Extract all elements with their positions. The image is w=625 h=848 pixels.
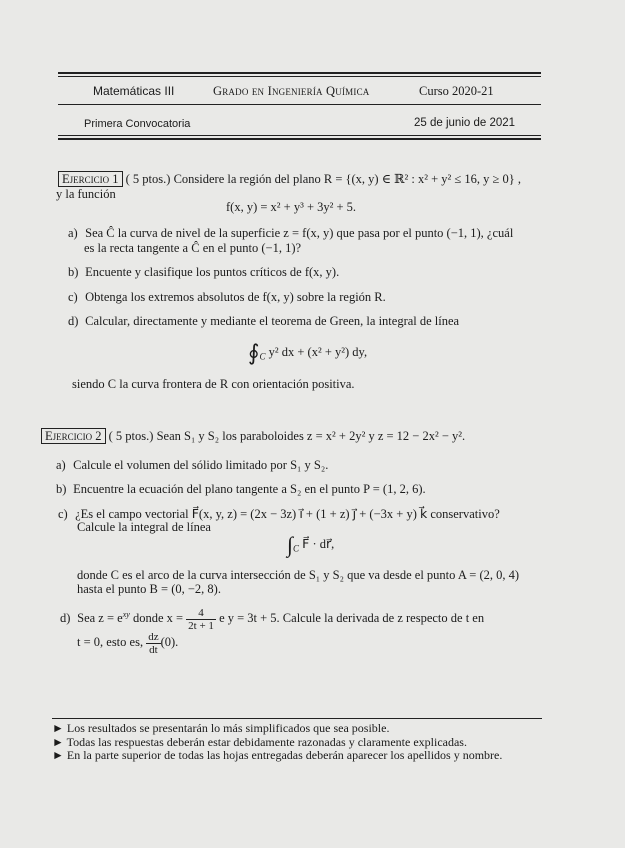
ex1-a-line2: es la recta tangente a Ĉ en el punto (−1, 1)? [84, 241, 302, 255]
exercise-1-function: f(x, y) = x² + y³ + 3y² + 5. [226, 200, 357, 214]
exam-date: 25 de junio de 2021 [414, 117, 516, 129]
note-2: ► Todas las respuestas deberán estar debidamente razonadas y claramente explicadas. [52, 734, 467, 749]
header-bottom-rule-thick [58, 138, 541, 140]
ex2-integrand: F⃗ · dr⃗, [302, 537, 335, 551]
notes-rule [52, 718, 542, 719]
ex2-part-b [56, 482, 426, 496]
ex1-c-text: Obtenga los extremos absolutos de f(x, y) sobre la región R. [85, 290, 386, 304]
ex2-line-integral [287, 533, 334, 560]
ex1-a-label: a) [68, 226, 78, 240]
integral-symbol: ∫ [287, 532, 294, 558]
exercise-1-label: Ejercicio 1 [58, 171, 123, 187]
ex1-part-d [68, 314, 459, 328]
note-1: ► Los resultados se presentarán lo más simplificados que sea posible. [52, 721, 390, 735]
ex2-c-label: c) [58, 507, 68, 521]
ex1-a-line1: Sea Ĉ la curva de nivel de la superficie z = f(x, y) que pasa por el punto (−1, 1), ¿cuál [85, 226, 514, 240]
ex2-d-line2-post: (0). [160, 635, 179, 649]
ex2-d-exponent: xy [122, 610, 130, 619]
ex1-c-label: c) [68, 290, 78, 304]
exercise-2-intro: Sean S₁ y S₂ los paraboloides z = x² + 2y² y z = 12 − 2x² − y². [156, 429, 466, 443]
header-top-rule-thin [58, 76, 541, 77]
exercise-2-heading [41, 429, 465, 443]
ex1-integrand: y² dx + (x² + y²) dy, [268, 345, 368, 359]
ex1-part-a [68, 226, 513, 240]
ex2-d-derivative [146, 631, 160, 656]
degree-name: Grado en Ingeniería Química [213, 84, 370, 98]
note-3: ► En la parte superior de todas las hojas entregadas deberán aparecer los apellidos y nombre. [52, 748, 503, 762]
ex2-part-d [60, 605, 484, 632]
ex2-b-text: Encuentre la ecuación del plano tangente a S₂ en el punto P = (1, 2, 6). [73, 482, 426, 496]
exercise-2-points: ( 5 ptos.) [108, 429, 154, 443]
notes [52, 722, 547, 763]
ex1-line-integral [248, 342, 367, 367]
exercise-1-points: ( 5 ptos.) [125, 172, 171, 186]
ex2-a-label: a) [56, 458, 66, 472]
header-top-rule-thick [58, 72, 541, 74]
ex1-part-c [68, 290, 386, 304]
ex2-a-text: Calcule el volumen del sólido limitado por S₁ y S₂. [73, 458, 329, 472]
ex1-d-label: d) [68, 314, 79, 328]
ex2-d-fraction-num: 4 [186, 607, 216, 620]
course-name: Matemáticas III [93, 84, 175, 98]
ex2-d-derivative-num: dz [148, 630, 159, 643]
ex2-d-post: e y = 3t + 5. Calcule la derivada de z respecto de t en [215, 611, 485, 626]
ex2-c-after1: donde C es el arco de la curva intersección de S₁ y S₂ que va desde el punto A = (2, 0, 4) [77, 568, 520, 582]
exercise-2-label: Ejercicio 2 [41, 428, 106, 444]
ex1-b-label: b) [68, 265, 79, 279]
ex2-c-line1: ¿Es el campo vectorial F⃗(x, y, z) = (2x − 3z) ı⃗ + (1 + z) ȷ⃗ + (−3x + y) k⃗ conservativo? [75, 507, 500, 521]
ex1-part-b [68, 265, 339, 279]
exercise-1-intro: Considere la región del plano R = {(x, y) ∈ ℝ² : x² + y² ≤ 16, y ≥ 0} , [173, 172, 521, 186]
ex2-d-mid: donde x = [129, 611, 187, 626]
ex2-integral-subscript: C [293, 543, 300, 554]
ex2-d-label: d) [60, 611, 71, 626]
ex2-d-fraction [186, 607, 216, 632]
header-bottom-rule-thin [58, 135, 541, 136]
contour-integral-symbol: ∮ [248, 340, 260, 366]
ex2-d-line2-pre: t = 0, esto es, [77, 635, 147, 649]
exercise-1-intro-2: y la función [56, 187, 116, 201]
ex2-d-line2 [77, 630, 178, 656]
academic-year: Curso 2020-21 [419, 84, 494, 98]
ex1-d-text: Calcular, directamente y mediante el teorema de Green, la integral de línea [85, 314, 460, 328]
ex2-b-label: b) [56, 482, 67, 496]
ex2-c-line2: Calcule la integral de línea [77, 520, 211, 534]
ex1-integral-subscript: C [259, 351, 266, 362]
exam-session: Primera Convocatoria [84, 118, 191, 130]
ex2-d-derivative-den: dt [149, 643, 158, 656]
ex2-part-a [56, 458, 328, 472]
ex2-part-c [58, 507, 500, 521]
ex1-d-after: siendo C la curva frontera de R con orientación positiva. [72, 377, 355, 391]
header-middle-rule [58, 104, 541, 105]
ex1-b-text: Encuente y clasifique los puntos críticos de f(x, y). [85, 265, 340, 279]
exercise-1-heading [58, 172, 521, 186]
ex2-c-after2: hasta el punto B = (0, −2, 8). [77, 582, 221, 596]
ex2-d-fraction-den: 2t + 1 [188, 619, 214, 632]
ex2-d-pre: Sea z = e [77, 611, 123, 626]
